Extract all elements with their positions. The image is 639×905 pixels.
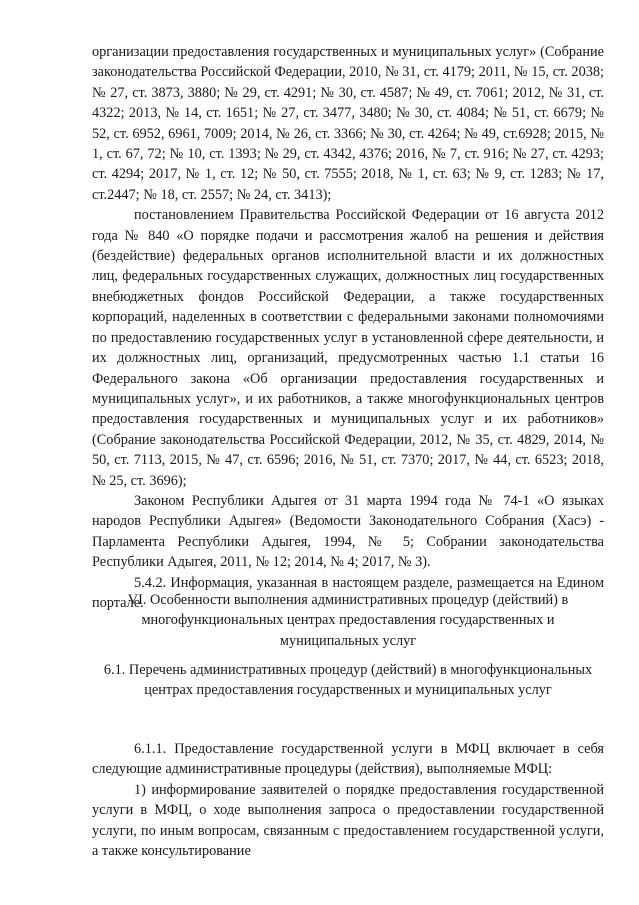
paragraph-government-decree-840: постановлением Правительства Российской Федерации от 16 августа 2012 года № 840 «О порядке подачи и рассмотрения жалоб на решения и действия (бездействие) федеральных органов исполнительной власти и их должностных лиц, федеральных государственных служащих, должностных лиц государственных внебюджетных фондов Российской Федерации, а также государственных корпораций, наделенных в соответствии с федеральными законами полномочиями по предоставлению государственных услуг в установленной сфере деятельности, и их должностных лиц, организаций, предусмотренных частью 1.1 статьи 16 Федерального закона «Об организации предоставления государственных и муниципальных услуг», и их работников, а также многофункциональных центров предоставления государственных и муниципальных услуг и их работников» (Собрание законодательства Российской Федерации, 2012, № 35, ст. 4829, 2014, № 50, ст. 7113, 2015, № 47, ст. 6596; 2016, № 51, ст. 7370; 2017, № 44, ст. 6523; 2018, № 25, ст. 3696); bbox=[92, 207, 604, 489]
list-item-1-informing: 1) информирование заявителей о порядке предоставления государственной услуги в МФЦ, о ходе выполнения запроса о предоставлении государственной услуги, по иным вопросам, связанным с предоставлением государственной услуги, а также консультирование bbox=[92, 781, 604, 860]
paragraph-5-4-2: 5.4.2. Информация, указанная в настоящем разделе, размещается на Едином портале. bbox=[92, 574, 604, 611]
paragraph-federal-law-continuation: организации предоставления государственных и муниципальных услуг» (Собрание законодательства Российской Федерации, 2010, № 31, ст. 4179; 2011, № 15, ст. 2038; № 27, ст. 3873, 3880; № 29, ст. 4291; № 30, ст. 4587; № 49, ст. 7061; 2012, № 31, ст. 4322; 2013, № 14, ст. 1651; № 27, ст. 3477, 3480; № 30, ст. 4084; № 51, ст. 6679; № 52, ст. 6952, 6961, 7009; 2014, № 26, ст. 3366; № 30, ст. 4264; № 49, ст.6928; 2015, № 1, ст. 67, 72; № 10, ст. 1393; № 29, ст. 4342, 4376; 2016, № 7, ст. 916; № 27, ст. 4293; ст. 4294; 2017, № 1, ст. 12; № 50, ст. 7555; 2018, № 1, ст. 63; № 9, ст. 1283; № 17, ст.2447; № 18, ст. 2557; № 24, ст. 3413); bbox=[92, 44, 604, 203]
paragraph-6-1-1: 6.1.1. Предоставление государственной услуги в МФЦ включает в себя следующие административные процедуры (действия), выполняемые МФЦ: bbox=[92, 741, 604, 778]
paragraph-adygea-language-law: Законом Республики Адыгея от 31 марта 1994 года № 74-1 «О языках народов Республики Адыгея» (Ведомости Законодательного Собрания (Хасэ) - Парламента Республики Адыгея, 1994, № 5; Собрании законодательства Республики Адыгея, 2011, № 12; 2014, № 4; 2017, № 3). bbox=[92, 492, 604, 571]
procedures-block bbox=[92, 739, 604, 861]
section-heading-vi: VI. Особенности выполнения административных процедур (действий) в многофункциональных центрах предоставления государственных и муниципальных услуг bbox=[127, 592, 569, 649]
subsection-heading-6-1: 6.1. Перечень административных процедур (действий) в многофункциональных центрах предоставления государственных и муниципальных услуг bbox=[103, 662, 593, 699]
legal-references-block bbox=[92, 42, 604, 613]
section-heading-block bbox=[92, 590, 604, 651]
subsection-heading-block bbox=[92, 660, 604, 701]
